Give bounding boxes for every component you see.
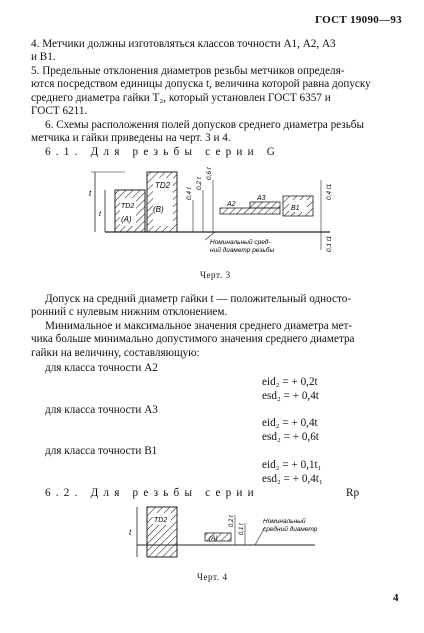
formula-b1-es: esd₂ = + 0,4t₁ (262, 473, 323, 485)
paragraph-5-line-4: ГОСТ 6211. (31, 105, 88, 117)
fig4-nominal-label-2: средний диаметр (263, 526, 318, 533)
paragraph-8-line-1: Минимальное и максимальное значения среднего диаметра мет- (45, 320, 353, 332)
fig4-dim-2: 0,1 t (239, 523, 245, 535)
paragraph-5-line-1: 5. Предельные отклонения диаметров резьбы метчиков определя- (31, 65, 345, 77)
fig3-label-B1: B1 (291, 205, 300, 212)
fig3-nominal-label-2: ний диаметр резьбы (210, 247, 275, 254)
fig3-label-A3: A3 (257, 195, 266, 202)
class-a3-label: для класса точности А3 (45, 404, 158, 416)
fig3-dim-4: 0,4 t1 (326, 183, 333, 200)
fig4-label-TD2: TD2 (154, 517, 168, 524)
fig3-label-B: (B) (153, 205, 164, 214)
formula-b1-ei: eid₂ = + 0,1t₁ (262, 459, 322, 471)
figure-4-caption: Черт. 4 (197, 572, 228, 582)
fig4-label-A: (A) (209, 535, 218, 542)
paragraph-7-line-2: ронний с нулевым нижним отклонением. (31, 306, 228, 318)
paragraph-6-line-2: метчика и гайки приведены на черт. 3 и 4. (31, 132, 231, 144)
paragraph-4-line-1: 4. Метчики должны изготовляться классов точности А1, А2, А3 (31, 38, 336, 50)
page-header: ГОСТ 19090—93 (315, 14, 402, 26)
section-6-1-heading: 6.1. Для резьбы серии G (45, 146, 281, 158)
fig3-field-A2 (220, 208, 280, 214)
fig3-dim-1: 0,4 t (186, 187, 193, 200)
section-6-2-heading: 6.2. Для резьбы серии (45, 487, 259, 499)
section-6-2-series: Rp (346, 487, 360, 499)
paragraph-5-line-3: среднего диаметра гайки T₂, который установлен ГОСТ 6357 и (31, 92, 331, 104)
class-b1-label: для класса точности В1 (45, 445, 158, 457)
paragraph-6-line-1: 6. Схемы расположения полей допусков среднего диаметра резьбы (45, 119, 365, 131)
paragraph-4-line-2: и В1. (31, 51, 56, 63)
fig3-label-t-small: t (99, 211, 101, 218)
fig3-label-TD2: TD2 (155, 181, 171, 190)
fig3-label-A2: A2 (227, 201, 236, 208)
fig3-label-t: t (89, 189, 92, 198)
fig3-label-TD2-small: TD2 (121, 203, 135, 210)
formula-a3-ei: eid₂ = + 0,4t (262, 417, 318, 429)
paragraph-8-line-3: гайки на величину, составляющую: (31, 347, 200, 359)
paragraph-8-line-2: чика больше минимально допустимого значения среднего диаметра (31, 333, 355, 345)
fig3-field-A3 (250, 202, 280, 208)
formula-a3-es: esd₂ = + 0,6t (262, 431, 319, 443)
fig3-dim-3: 0,6 t (206, 167, 213, 180)
paragraph-5-line-2: ются посредством единицы допуска t, величина которой равна допуску (31, 78, 371, 90)
paragraph-7-line-1: Допуск на средний диаметр гайки t — положительный односто- (45, 293, 352, 305)
fig4-nominal-label-1: Номинальный (263, 518, 306, 525)
fig3-dim-5: 0,1 t1 (326, 235, 333, 252)
class-a2-label: для класса точности А2 (45, 362, 158, 374)
page-number: 4 (393, 592, 399, 604)
formula-a2-ei: eid₂ = + 0,2t (262, 376, 318, 388)
fig3-dim-2: 0,2 t (196, 177, 203, 190)
fig3-label-A: (A) (121, 215, 132, 224)
formula-a2-es: esd₂ = + 0,4t (262, 390, 319, 402)
figure-3-diagram (85, 160, 345, 270)
fig4-label-t: t (129, 528, 132, 537)
figure-3-caption: Черт. 3 (200, 270, 231, 280)
figure-4-diagram (115, 505, 355, 565)
fig4-dim-1: 0,2 t (229, 515, 235, 527)
fig3-nominal-label-1: Номинальный сред- (210, 239, 271, 246)
